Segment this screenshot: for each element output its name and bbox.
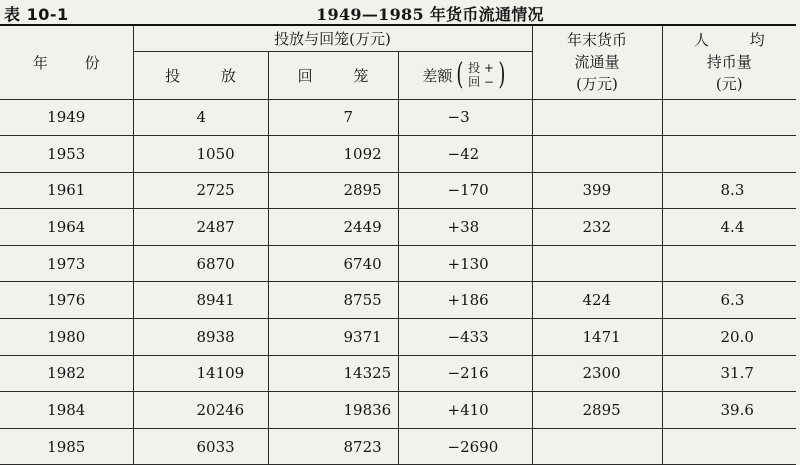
header-diff-label: 差额 [422, 66, 453, 85]
table-row [0, 136, 796, 173]
header-diff-group [422, 57, 507, 92]
cell-out: 20246 [133, 392, 268, 429]
cell-out: 2725 [133, 172, 268, 209]
table-row [0, 99, 796, 136]
header-out [133, 51, 268, 99]
cell-per-capita [662, 245, 796, 282]
cell-stock: 399 [532, 172, 662, 209]
cell-in: 1092 [268, 136, 398, 173]
header-stock-line-3: (万元) [576, 75, 618, 94]
currency-circulation-table [0, 24, 796, 465]
cell-in: 9371 [268, 319, 398, 356]
cell-per-capita: 39.6 [662, 392, 796, 429]
header-in-label: 回 笼 [297, 66, 387, 85]
cell-out: 2487 [133, 209, 268, 246]
cell-out: 6033 [133, 428, 268, 465]
cell-diff: +410 [398, 392, 532, 429]
cell-year: 1982 [0, 355, 133, 392]
table-title: 1949—1985 年货币流通情况 [316, 5, 544, 24]
header-per-capita-line-1: 人 均 [693, 31, 783, 50]
cell-stock: 1471 [532, 319, 662, 356]
cell-out: 14109 [133, 355, 268, 392]
cell-diff: −3 [398, 99, 532, 136]
cell-stock: 424 [532, 282, 662, 319]
cell-in: 6740 [268, 245, 398, 282]
table-row [0, 282, 796, 319]
cell-diff: −2690 [398, 428, 532, 465]
right-paren: ) [498, 57, 506, 92]
table-body [0, 99, 796, 465]
cell-year: 1964 [0, 209, 133, 246]
cell-per-capita [662, 428, 796, 465]
table-row [0, 319, 796, 356]
cell-year: 1961 [0, 172, 133, 209]
cell-in: 19836 [268, 392, 398, 429]
cell-per-capita: 6.3 [662, 282, 796, 319]
header-diff-bottom: 回 − [468, 75, 494, 89]
cell-year: 1949 [0, 99, 133, 136]
cell-out: 4 [133, 99, 268, 136]
cell-diff: +186 [398, 282, 532, 319]
cell-year: 1985 [0, 428, 133, 465]
cell-diff: −170 [398, 172, 532, 209]
header-year [0, 25, 133, 99]
cell-stock: 2895 [532, 392, 662, 429]
cell-in: 14325 [268, 355, 398, 392]
cell-diff: −216 [398, 355, 532, 392]
header-stock-line-1: 年末货币 [567, 31, 628, 50]
cell-in: 2895 [268, 172, 398, 209]
cell-year: 1976 [0, 282, 133, 319]
cell-stock: 2300 [532, 355, 662, 392]
cell-out: 8938 [133, 319, 268, 356]
cell-diff: +130 [398, 245, 532, 282]
header-year-label: 年 份 [32, 53, 116, 72]
header-stock-line-2: 流通量 [574, 53, 620, 72]
header-diff [398, 51, 532, 99]
cell-out: 6870 [133, 245, 268, 282]
header-per-capita-line-3: (元) [715, 75, 743, 94]
cell-in: 7 [268, 99, 398, 136]
header-group: 投放与回笼(万元) [133, 25, 532, 51]
cell-year: 1953 [0, 136, 133, 173]
cell-stock [532, 245, 662, 282]
left-paren: ( [456, 57, 464, 92]
cell-in: 8755 [268, 282, 398, 319]
cell-diff: −42 [398, 136, 532, 173]
table-row [0, 428, 796, 465]
cell-out: 8941 [133, 282, 268, 319]
cell-in: 8723 [268, 428, 398, 465]
table-row [0, 172, 796, 209]
header-stock [532, 25, 662, 99]
cell-per-capita [662, 136, 796, 173]
cell-year: 1973 [0, 245, 133, 282]
cell-stock [532, 99, 662, 136]
cell-per-capita: 4.4 [662, 209, 796, 246]
cell-year: 1984 [0, 392, 133, 429]
cell-per-capita: 31.7 [662, 355, 796, 392]
cell-per-capita: 20.0 [662, 319, 796, 356]
cell-per-capita: 8.3 [662, 172, 796, 209]
cell-out: 1050 [133, 136, 268, 173]
cell-stock [532, 136, 662, 173]
header-per-capita [662, 25, 796, 99]
header-out-label: 投 放 [165, 66, 254, 85]
cell-year: 1980 [0, 319, 133, 356]
cell-stock [532, 428, 662, 465]
header-diff-stack [468, 61, 494, 89]
table-row [0, 245, 796, 282]
header-in [268, 51, 398, 99]
table-row [0, 209, 796, 246]
table-row [0, 355, 796, 392]
table-row [0, 392, 796, 429]
cell-diff: −433 [398, 319, 532, 356]
cell-per-capita [662, 99, 796, 136]
cell-stock: 232 [532, 209, 662, 246]
header-diff-top: 投 + [468, 61, 494, 75]
cell-in: 2449 [268, 209, 398, 246]
header-per-capita-line-2: 持币量 [706, 53, 752, 72]
table-number: 表 10-1 [4, 5, 69, 24]
cell-diff: +38 [398, 209, 532, 246]
